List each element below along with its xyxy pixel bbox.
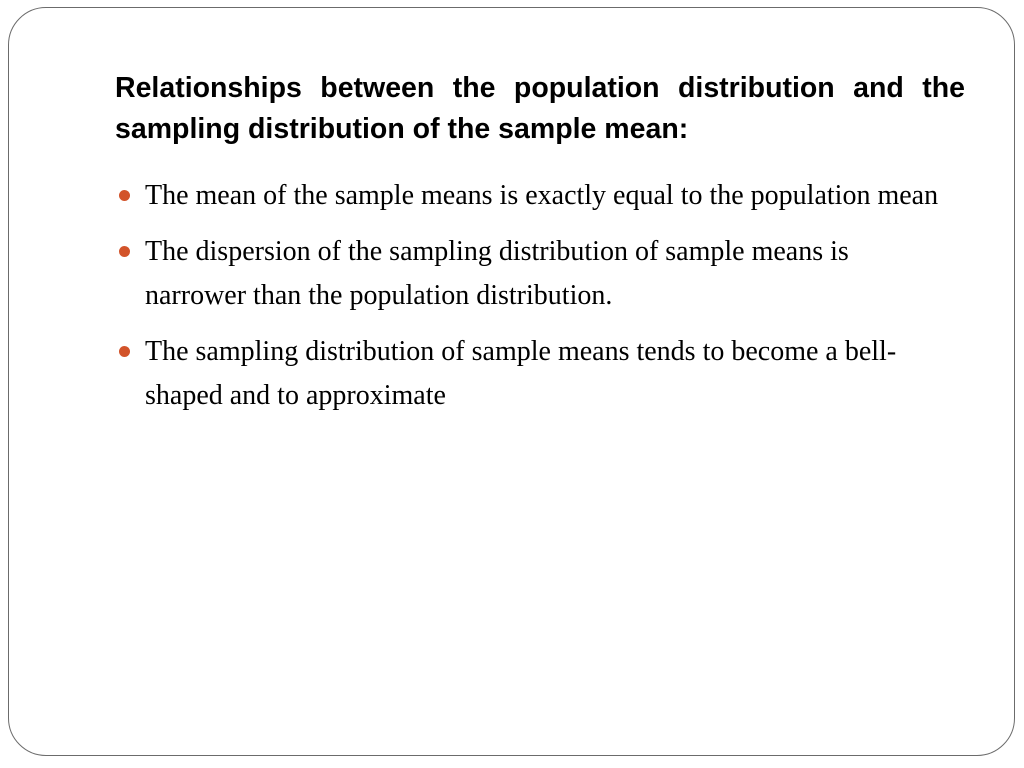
slide-title: Relationships between the population distribution and the sampling distribution of the sample mean: xyxy=(115,72,965,145)
bullet-text: The mean of the sample means is exactly equal to the population mean xyxy=(145,180,939,211)
bullet-text: The sampling distribution of sample means tends to become a bell-shaped and to approximate xyxy=(145,336,897,411)
bullet-list xyxy=(115,174,955,430)
bullet-dot-icon xyxy=(119,346,130,357)
bullet-dot-icon xyxy=(119,190,130,201)
bullet-dot-icon xyxy=(119,246,130,257)
bullet-text: The dispersion of the sampling distribution of sample means is narrower than the population distribution. xyxy=(145,236,849,311)
bullet-item xyxy=(115,174,955,218)
bullet-item xyxy=(115,230,955,318)
slide-frame xyxy=(8,7,1015,756)
bullet-item xyxy=(115,330,955,418)
